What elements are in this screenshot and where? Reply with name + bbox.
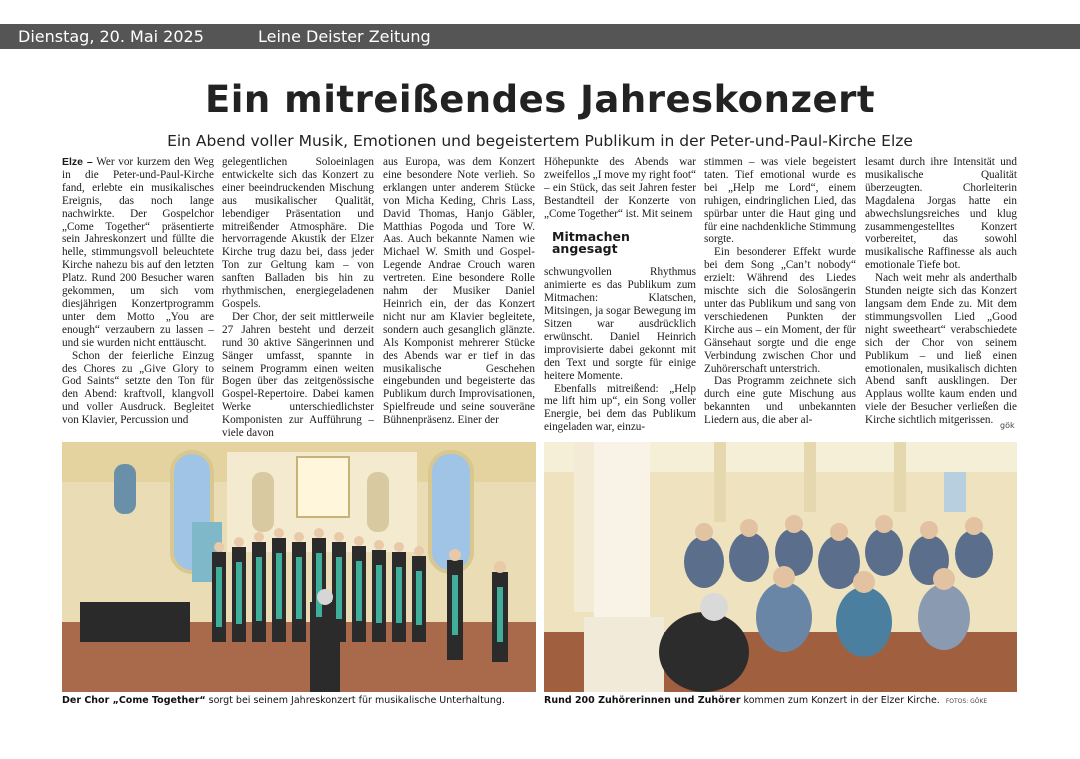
caption-bold: Rund 200 Zuhörerinnen und Zuhörer [544, 695, 741, 706]
caption-text: sorgt bei seinem Jahreskonzert für musikalische Unterhaltung. [205, 695, 505, 706]
paragraph: lesamt durch ihre Intensität und musikalische Qualität überzeugten. Chorleiterin Magdalena Jorgas hatte ein abwechslungsreiches und klug zusammengestelltes Konzert vorbereitet, das sowohl musikalische Raffinesse als auch emotionale Tiefe bot. [865, 156, 1017, 272]
author-signature: gök [1000, 421, 1015, 430]
article-subheadline: Ein Abend voller Musik, Emotionen und begeistertem Publikum in der Peter-und-Paul-Kirche Elze [167, 132, 913, 150]
paragraph: schwungvollen Rhythmus animierte es das Publikum zum Mitmachen: Klatschen, Mitsingen, ja sogar Bewegung im Sitzen war ausdrücklich erwünscht. Daniel Heinrich improvisierte dabei gekonnt mit den Text und sorgte für einige heitere Momente. [544, 266, 696, 382]
audience-photo [544, 442, 1017, 692]
dateline: Elze – [62, 156, 93, 168]
paragraph: Nach weit mehr als anderthalb Stunden neigte sich das Konzert langsam dem Ende zu. Mit dem stimmungsvollen Lied „Good night sweetheart“ verabschiedete sich der Chor von seinem Publikum – und ließ einen emotionalen, musikalisch dichten Abend sanft ausklingen. Der Applaus wollte kaum enden und viele der Besucher verließen die Kirche sichtlich mitgerissen. [865, 272, 1017, 427]
photo-credit: FOTOS: GÖKE [945, 698, 988, 705]
issue-date: Dienstag, 20. Mai 2025 [18, 27, 204, 46]
paragraph: Schon der feierliche Einzug des Chores zu „Give Glory to God Saints“ setzte den Ton für den Abend: kraftvoll, klangvoll und voller Ausdruck. Begleitet von Klavier, Percussion und [62, 349, 214, 427]
newspaper-name: Leine Deister Zeitung [258, 27, 431, 46]
paragraph: gelegentlichen Soloeinlagen entwickelte sich das Konzert zu einer beeindruckenden Mischung aus musikalischer Qualität, lebendiger Präsentation und mitreißender Atmosphäre. Die hervorragende Akustik der Elzer Kirche trug dazu bei, dass jeder Ton zur Geltung kam – von sanften Balladen bis hin zu rhythmischen, energiegeladenen Gospels. [222, 156, 374, 310]
top-bar [0, 24, 1080, 49]
audience-photo-image [544, 442, 1017, 692]
article-headline: Ein mitreißendes Jahreskonzert [204, 78, 876, 121]
photo-caption-audience [544, 695, 987, 706]
caption-bold: Der Chor „Come Together“ [62, 695, 206, 706]
paragraph: Das Programm zeichnete sich durch eine gute Mischung aus bekannten und unbekannten Liedern aus, die aber al- [704, 375, 856, 427]
text-column-1 [62, 156, 214, 427]
text-column-6 [865, 156, 1017, 427]
paragraph-text: Wer vor kurzem den Weg in die Peter-und-Paul-Kirche fand, erlebte ein musikalisches Ereignis, das noch lange nachwirkte. Der Gospelchor „Come Together“ präsentierte sein Jahreskonzert und füllte die helle, stimmungsvoll beleuchtete Kirche nahezu bis auf den letzten Platz. Rund 200 Besucher waren gekommen, um sich vom diesjährigen Konzertprogramm unter dem Motto „You are enough“ verzaubern zu lassen – und sie wurden nicht enttäuscht. [62, 156, 214, 349]
paragraph: Höhepunkte des Abends war zweifellos „I move my right foot“ – ein Stück, das seit Jahren fester Bestandteil der Konzerte von „Come Together“ ist. Mit seinem [544, 156, 696, 220]
text-column-5 [704, 156, 856, 427]
paragraph: Ein besonderer Effekt wurde bei dem Song „Can’t nobody“ erzielt: Während des Liedes mischte sich die Solosängerin unter das Publikum und sang von verschiedenen Punkten der Kirche aus – ein Moment, der für Gänsehaut sorgte und die enge Verbindung zwischen Chor und Zuhörerschaft unterstrich. [704, 246, 856, 375]
text-column-4 [544, 156, 696, 434]
paragraph: Ebenfalls mitreißend: „Help me lift him up“, ein Song voller Energie, bei dem das Publikum eingeladen war, einzu- [544, 382, 696, 434]
paragraph: aus Europa, was dem Konzert eine besondere Note verlieh. So erklangen unter anderem Stücke von Micha Keding, Chris Lass, David Thomas, Hanjo Gäbler, Matthias Pogoda und Tore W. Aas. Auch bekannte Namen wie Michael W. Smith und Gospel-Legende Andrae Crouch waren vertreten. Eine besondere Rolle nahm der Musiker Daniel Heinrich ein, der das Konzert nicht nur am Klavier begleitete, sondern auch gesanglich glänzte. Als Komponist mehrerer Stücke des Abends war er tief in das musikalische Geschehen eingebunden und begeisterte das Publikum durch Improvisationen, Spielfreude und seine souveräne Bühnenpräsenz. Einer der [383, 156, 535, 427]
paragraph: stimmen – was viele begeistert taten. Tief emotional wurde es bei „Help me Lord“, einem ruhigen, eindringlichen Lied, das spürbar unter die Haut ging und für eine nachdenkliche Stimmung sorgte. [704, 156, 856, 246]
section-subheading: Mitmachen angesagt [552, 228, 630, 257]
photo-caption-choir [62, 695, 505, 706]
text-column-3 [383, 156, 535, 427]
text-column-2 [222, 156, 374, 440]
paragraph [62, 156, 214, 350]
choir-photo-image [62, 442, 536, 692]
paragraph: Der Chor, der seit mittlerweile 27 Jahren besteht und derzeit rund 30 aktive Sängerinnen und Sänger umfasst, spannte in seinem Programm einen weiten Bogen über das zeitgenössische Gospel-Repertoire. Dabei kamen Werke unterschiedlichster Komponisten zur Aufführung – viele davon [222, 310, 374, 440]
choir-photo [62, 442, 536, 692]
caption-text: kommen zum Konzert in der Elzer Kirche. [740, 695, 940, 706]
